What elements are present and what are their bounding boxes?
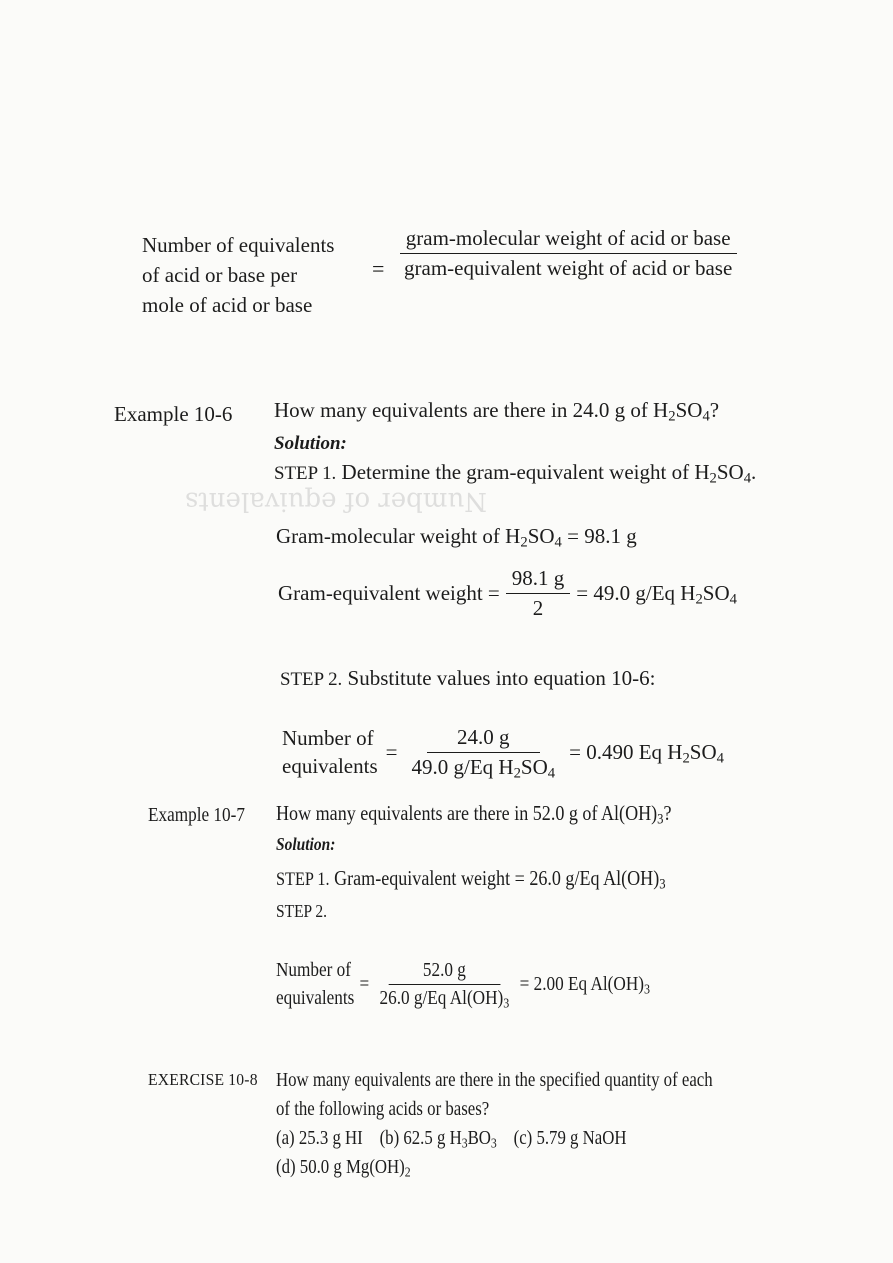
bleed-through-text	[185, 486, 487, 516]
step-text: Substitute values into equation 10-6:	[347, 666, 656, 690]
calc-lhs	[276, 956, 354, 1012]
definition-lhs-line: Number of equivalents	[142, 233, 335, 257]
example-10-6-question	[274, 398, 719, 423]
example-10-7-question	[276, 801, 672, 826]
example-10-6-gmw	[276, 524, 637, 549]
gew-numerator: 98.1 g	[506, 566, 571, 594]
gmw-sub2: 4	[554, 534, 562, 551]
exercise-item-a: (a) 25.3 g HI	[276, 1127, 363, 1149]
q-text: How many equivalents are there in 24.0 g of H	[274, 398, 669, 422]
exercise-line-2: of the following acids or bases?	[276, 1098, 490, 1120]
step-mid: SO	[716, 460, 744, 484]
step-label: STEP 1.	[274, 463, 337, 484]
calc-result-sub: 3	[643, 982, 650, 997]
example-10-6-step1	[274, 460, 756, 485]
gmw-sub: 2	[520, 534, 528, 551]
example-10-6-label: Example 10-6	[114, 402, 233, 426]
example-10-6-step2	[280, 666, 656, 691]
item-b-sub2: 3	[490, 1136, 497, 1152]
calc-denominator	[405, 753, 561, 780]
calc-lhs-2: equivalents	[282, 754, 378, 778]
gmw-mid: SO	[527, 524, 555, 548]
calc-numerator: 52.0 g	[388, 959, 500, 985]
example-10-7-solution-label: Solution:	[276, 834, 336, 854]
exercise-line-1: How many equivalents are there in the specified quantity of each	[276, 1069, 713, 1091]
gmw-text: Gram-molecular weight of H	[276, 524, 521, 548]
ghost-line: Number of equivalents	[185, 486, 487, 516]
calc-den-sub: 3	[503, 996, 510, 1011]
exercise-item-c: (c) 5.79 g NaOH	[513, 1127, 627, 1149]
gew-denominator: 2	[532, 596, 544, 620]
step-label: STEP 2.	[280, 669, 343, 690]
calc-lhs-2: equivalents	[276, 987, 355, 1009]
definition-numerator: gram-molecular weight of acid or base	[400, 226, 737, 254]
item-d-text: (d) 50.0 g Mg(OH)	[276, 1156, 405, 1178]
exercise-item-d	[276, 1153, 772, 1182]
calc-result-text: = 2.00 Eq Al(OH)	[519, 972, 644, 995]
example-10-6-solution-label: Solution:	[274, 433, 347, 454]
exercise-10-8-body	[276, 1066, 772, 1182]
calc-result-sub2: 4	[716, 750, 724, 767]
calc-den-text: 49.0 g/Eq H	[411, 754, 514, 779]
definition-denominator: gram-equivalent weight of acid or base	[404, 256, 733, 280]
example-10-7-calc	[276, 956, 650, 1012]
calc-lhs-1: Number of	[276, 959, 351, 981]
calc-den-mid: SO	[520, 754, 548, 779]
item-b-sub: 3	[461, 1136, 468, 1152]
gew-result-text: = 49.0 g/Eq H	[576, 581, 696, 605]
step-label: STEP 1.	[276, 869, 330, 890]
example-10-7-step1	[276, 866, 666, 891]
example-10-7-step2	[276, 900, 327, 923]
step-label: STEP 2.	[276, 901, 328, 921]
definition-equals: =	[372, 256, 385, 281]
q-sub: 3	[657, 811, 664, 828]
definition-lhs	[142, 230, 334, 320]
step-text: Gram-equivalent weight = 26.0 g/Eq Al(OH)	[334, 866, 660, 890]
gew-sub2: 4	[729, 591, 737, 608]
definition-fraction	[398, 226, 738, 281]
calc-result	[520, 973, 650, 996]
definition-lhs-line: of acid or base per	[142, 263, 298, 287]
calc-result	[569, 740, 724, 765]
calc-result-mid: SO	[689, 739, 717, 764]
example-10-7-label: Example 10-7	[148, 804, 245, 826]
calc-lhs-1: Number of	[282, 726, 374, 750]
calc-den-text: 26.0 g/Eq Al(OH)	[379, 986, 504, 1009]
exercise-item-b	[379, 1127, 497, 1152]
item-b-text: (b) 62.5 g H	[379, 1127, 462, 1149]
item-d-sub: 2	[404, 1165, 411, 1181]
calc-eq: =	[359, 972, 370, 995]
calc-denominator	[374, 985, 514, 1010]
exercise-items-row	[276, 1124, 772, 1153]
q-sub2: 4	[702, 408, 710, 425]
q-sub: 2	[668, 408, 676, 425]
calc-numerator: 24.0 g	[427, 725, 540, 753]
calc-den-sub2: 4	[547, 765, 556, 782]
gmw-value: = 98.1 g	[561, 524, 637, 548]
q-end: ?	[709, 398, 720, 422]
gew-sub: 2	[695, 591, 703, 608]
q-text: How many equivalents are there in 52.0 g of Al(OH)	[276, 801, 658, 825]
calc-lhs	[282, 724, 378, 780]
example-10-6-calc	[282, 724, 724, 780]
gew-result	[576, 581, 737, 606]
step-text: Determine the gram-equivalent weight of H	[341, 460, 710, 484]
calc-result-sub: 2	[682, 750, 690, 767]
step-sub: 2	[709, 470, 717, 487]
step-end: .	[751, 460, 757, 484]
gew-mid: SO	[702, 581, 730, 605]
calc-eq: =	[385, 739, 398, 764]
example-10-6-gew	[278, 566, 737, 621]
step-sub: 3	[659, 876, 666, 893]
exercise-10-8-label: EXERCISE 10-8	[148, 1070, 258, 1089]
calc-result-text: = 0.490 Eq H	[569, 739, 683, 764]
gew-label: Gram-equivalent weight =	[278, 581, 500, 605]
calc-den-sub: 2	[513, 765, 521, 782]
item-b-end: BO	[467, 1127, 491, 1149]
definition-lhs-line: mole of acid or base	[142, 293, 313, 317]
q-mid: SO	[675, 398, 703, 422]
step-sub2: 4	[743, 470, 752, 487]
q-end: ?	[663, 801, 672, 825]
